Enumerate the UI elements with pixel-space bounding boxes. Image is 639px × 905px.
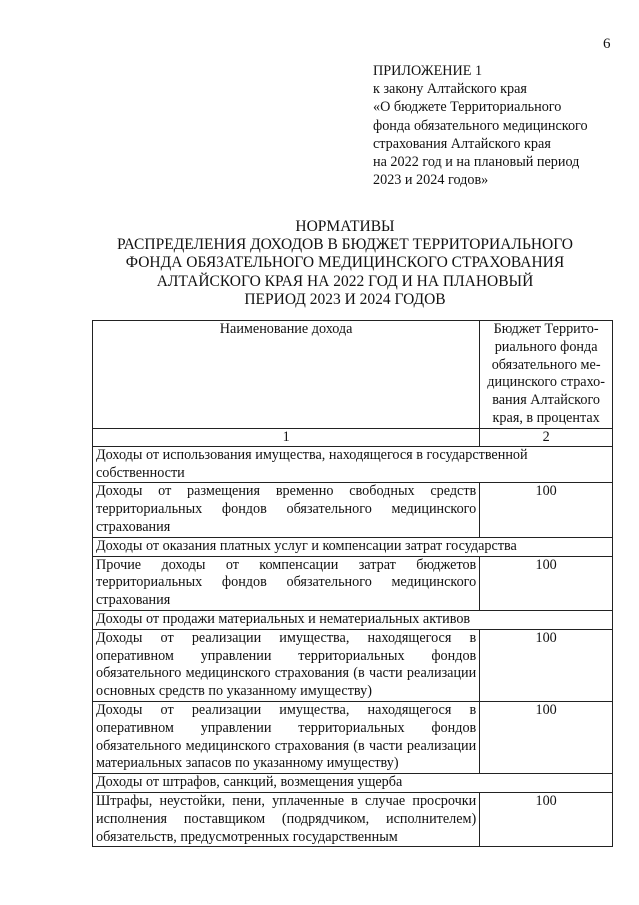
appendix-line: «О бюджете Территориального: [373, 99, 562, 116]
table-header-row: [93, 321, 613, 429]
table-row: [93, 774, 613, 793]
table-row: [93, 446, 613, 483]
table-row: [93, 537, 613, 556]
page-number: 6: [603, 36, 611, 52]
title-line: РАСПРЕДЕЛЕНИЯ ДОХОДОВ В БЮДЖЕТ ТЕРРИТОРИАЛЬНОГО: [116, 236, 574, 254]
income-percent: 100: [480, 483, 613, 537]
table-row: [93, 610, 613, 629]
norms-table: [92, 320, 613, 847]
income-name: Доходы от размещения временно свободных средств территориальных фондов обязательного медицинского страхования: [93, 483, 480, 537]
income-percent: 100: [480, 701, 613, 773]
header-value-line: края, в процентах: [492, 409, 600, 426]
appendix-header: [373, 62, 633, 189]
header-value-line: Бюджет Террито-: [493, 321, 599, 337]
section-title: Доходы от продажи материальных и нематериальных активов: [93, 610, 613, 629]
appendix-line: ПРИЛОЖЕНИЕ 1: [373, 63, 483, 79]
appendix-line: фонда обязательного медицинского: [373, 117, 588, 134]
title-line: ФОНДА ОБЯЗАТЕЛЬНОГО МЕДИЦИНСКОГО СТРАХОВАНИЯ: [125, 254, 565, 272]
income-name: Штрафы, неустойки, пени, уплаченные в случае просрочки исполнения поставщиком (подрядчиком, исполнителем) обязательств, предусмотренных государственным: [93, 792, 480, 846]
document-title: [95, 218, 595, 309]
income-percent: 100: [480, 792, 613, 846]
appendix-line: страхования Алтайского края: [373, 135, 551, 152]
header-value-line: риального фонда: [494, 338, 598, 355]
table-row: [93, 483, 613, 537]
column-number-row: [93, 428, 613, 446]
income-percent: 100: [480, 556, 613, 610]
column-number: 2: [480, 428, 613, 446]
appendix-line: к закону Алтайского края: [373, 81, 527, 98]
header-value-line: вания Алтайского: [492, 392, 601, 409]
appendix-line: на 2022 год и на плановый период: [373, 154, 580, 171]
title-line: ПЕРИОД 2023 И 2024 ГОДОВ: [244, 290, 446, 308]
income-name: Доходы от реализации имущества, находящегося в оперативном управлении территориальных фондов обязательного медицинского страхования (в части реализации основных средств по указанному имуществу): [93, 629, 480, 701]
section-title: Доходы от штрафов, санкций, возмещения ущерба: [93, 774, 613, 793]
header-value-line: дицинского страхо-: [487, 374, 605, 391]
header-income-name: Наименование дохода: [93, 321, 480, 429]
header-value-line: обязательного ме-: [491, 356, 601, 373]
title-line: АЛТАЙСКОГО КРАЯ НА 2022 ГОД И НА ПЛАНОВЫЙ: [156, 272, 534, 290]
column-number: 1: [93, 428, 480, 446]
income-name: Доходы от реализации имущества, находящегося в оперативном управлении территориальных фондов обязательного медицинского страхования (в части реализации материальных запасов по указанному имуществу): [93, 701, 480, 773]
income-name: Прочие доходы от компенсации затрат бюджетов территориальных фондов обязательного медицинского страхования: [93, 556, 480, 610]
header-budget-percent: [480, 321, 613, 429]
section-title: Доходы от оказания платных услуг и компенсации затрат государства: [93, 537, 613, 556]
title-line: НОРМАТИВЫ: [295, 218, 395, 235]
appendix-line: 2023 и 2024 годов»: [373, 172, 489, 189]
table-row: [93, 629, 613, 701]
income-percent: 100: [480, 629, 613, 701]
section-title: Доходы от использования имущества, находящегося в государственной собственности: [93, 446, 613, 483]
table-row: [93, 556, 613, 610]
table-row: [93, 792, 613, 846]
table-row: [93, 701, 613, 773]
